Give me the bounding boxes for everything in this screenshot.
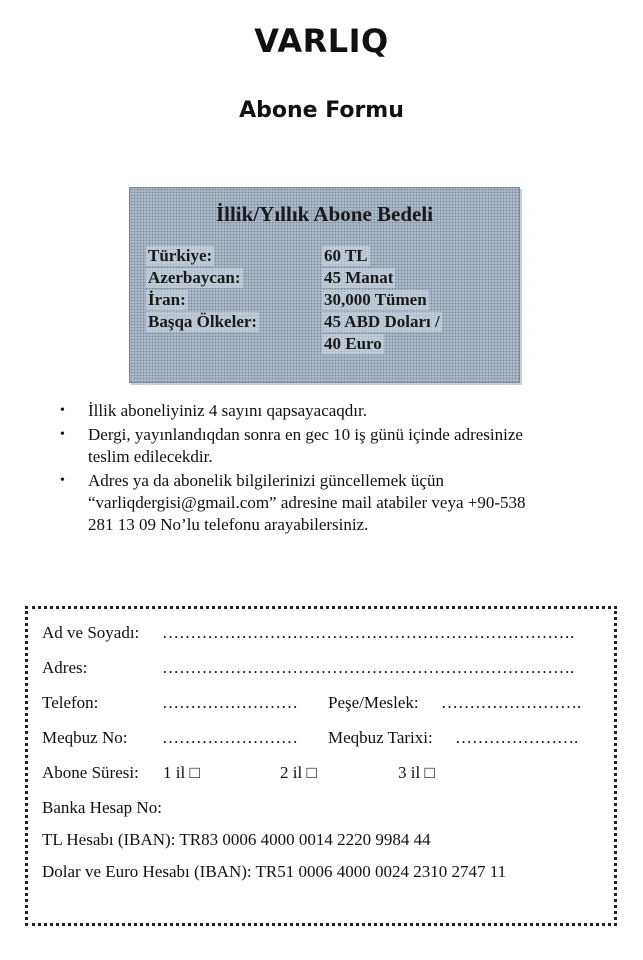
phone-label: Telefon:: [42, 693, 99, 712]
subscription-price-box: [129, 187, 520, 383]
notes-list: [58, 400, 618, 538]
bank-label: Banka Hesap No:: [42, 798, 162, 817]
job-field[interactable]: …………………….: [441, 693, 582, 712]
price-country: Türkiye:: [148, 246, 213, 265]
duration-label: Abone Süresi:: [42, 763, 139, 782]
duration-option-3-checkbox[interactable]: 3 il □: [398, 763, 435, 782]
duration-option-1-checkbox[interactable]: 1 il □: [163, 763, 200, 782]
price-amount: 30,000 Tümen: [324, 290, 427, 309]
subscription-form: [25, 606, 617, 926]
duration-option-2-checkbox[interactable]: 2 il □: [280, 763, 317, 782]
usd-eur-iban: Dolar ve Euro Hesabı (IBAN): TR51 0006 4000 0024 2310 2747 11: [42, 862, 507, 881]
price-country: Başqa Ölkeler:: [148, 312, 258, 331]
receipt-no-field[interactable]: ……………………: [162, 728, 298, 747]
page-subtitle: Abone Formu: [239, 98, 404, 123]
price-amount: 45 Manat: [324, 268, 394, 287]
receipt-no-label: Meqbuz No:: [42, 728, 128, 747]
address-label: Adres:: [42, 658, 88, 677]
note-line: 281 13 09 No’lu telefonu arayabilersiniz.: [88, 515, 369, 534]
page-title: VARLIQ: [254, 22, 389, 60]
price-amount: 60 TL: [324, 246, 368, 265]
list-item: [58, 470, 618, 536]
bullet-icon: •: [60, 473, 65, 488]
price-amount: 40 Euro: [324, 334, 382, 353]
receipt-date-label: Meqbuz Tarixi:: [328, 728, 433, 747]
phone-field[interactable]: ……………………: [162, 693, 298, 712]
price-country: İran:: [148, 290, 186, 309]
note-line: Dergi, yayınlandıqdan sonra en gec 10 iş günü içinde adresinize: [88, 425, 523, 444]
note-line: “varliqdergisi@gmail.com” adresine mail atabiler veya +90-538: [88, 493, 526, 512]
price-amount: 45 ABD Doları /: [324, 312, 440, 331]
bullet-icon: •: [60, 403, 65, 418]
note-line: İllik aboneliyiniz 4 sayını qapsayacaqdır.: [88, 401, 368, 420]
job-label: Peşe/Meslek:: [328, 693, 419, 712]
tl-iban: TL Hesabı (IBAN): TR83 0006 4000 0014 2220 9984 44: [42, 830, 431, 849]
bullet-icon: •: [60, 427, 65, 442]
name-field[interactable]: ……………………………………………………………….: [162, 623, 575, 642]
receipt-date-field[interactable]: ………………….: [455, 728, 579, 747]
list-item: [58, 400, 618, 422]
price-country: Azerbaycan:: [148, 268, 241, 287]
list-item: [58, 424, 618, 468]
note-line: teslim edilecekdir.: [88, 447, 213, 466]
note-line: Adres ya da abonelik bilgilerinizi güncellemek üçün: [88, 471, 444, 490]
address-field[interactable]: ……………………………………………………………….: [162, 658, 575, 677]
price-box-title: İllik/Yıllık Abone Bedeli: [215, 202, 434, 226]
name-label: Ad ve Soyadı:: [42, 623, 140, 642]
